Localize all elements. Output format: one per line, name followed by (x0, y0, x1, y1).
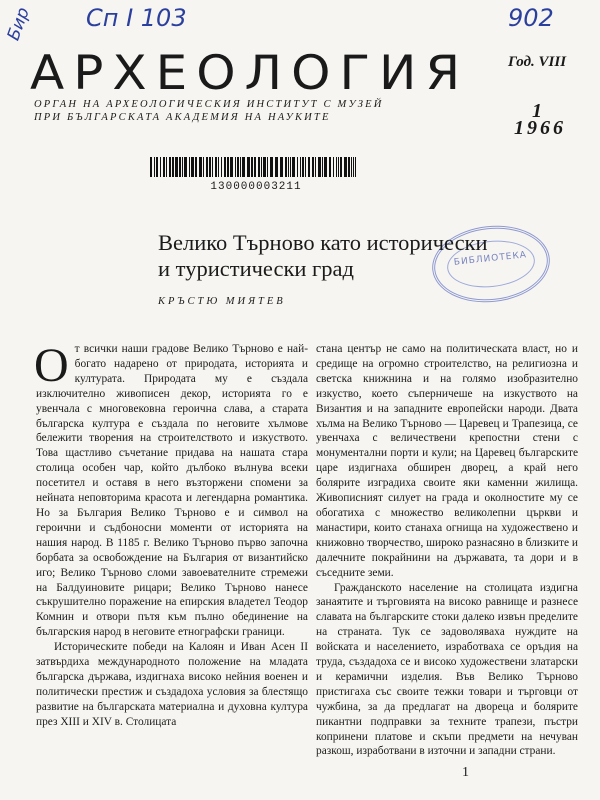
paragraph-intro-text: т всички наши градове Велико Търново е най-богато надарено от природата, историята и културата. Природата му е създала изключително живописен декор, историята го е увенчала с многовековна героична слава, а старата българска култура е създала по неговите хълмове бележити творения на строителството и изкуството. Това щастливо съчетание придава на нашата стара столица особен чар, който дълбоко вълнува всеки посетител и оставя в него възторжени спомени за нейната неповторима красота и легендарна романтика. Но за България Велико Търново е и символ на героични и съдбоносни моменти от историята на нашия народ. В 1185 г. Велико Търново първо започна борбата за освобождение на България от византийско иго; Велико Търново сломи завоевателните стремежи на Балдуиновите рицари; Велико Търново нанесе съкрушително поражение на епирския владетел Теодор Комнин и отвори пътя към пълно обединение на българския народ в неговите етнографски граници. (36, 343, 308, 639)
issue-year: 1966 (514, 117, 566, 139)
article-right-column (316, 342, 578, 759)
barcode-bar (195, 157, 197, 177)
barcode-bar (150, 157, 152, 177)
barcode-bar (160, 157, 161, 177)
barcode-bar (169, 157, 171, 177)
barcode-bar (218, 157, 219, 177)
barcode-bar (275, 157, 278, 177)
barcode-bar (179, 157, 181, 177)
barcode-bar (290, 157, 291, 177)
barcode-bar (353, 157, 354, 177)
barcode-bar (235, 157, 236, 177)
journal-title: АРХЕОЛОГИЯ (30, 45, 470, 101)
barcode-bar (203, 157, 204, 177)
paragraph-history: Историческите победи на Калоян и Иван Асен II затвърдиха международното положение на младата българска държава, издигнаха високо нейния военен и политически престиж и създадоха условия за блестящо развитие на българската материална и духовна култура през XIII и XIV в. Столицата (36, 641, 308, 728)
barcode-bar (348, 157, 350, 177)
barcode-bar (156, 157, 158, 177)
barcode-bar (242, 157, 245, 177)
barcode-bar (292, 157, 295, 177)
barcode-bar (263, 157, 266, 177)
barcode-bar (267, 157, 268, 177)
issue-year-label: Год. VIII (508, 54, 567, 70)
barcode-bar (338, 157, 339, 177)
barcode-bar (240, 157, 241, 177)
barcode-bar (322, 157, 323, 177)
stamp-text: БИБЛИОТЕКА (453, 250, 528, 268)
paragraph-intro (34, 339, 308, 640)
barcode-bar (312, 157, 314, 177)
barcode-bar (212, 157, 213, 177)
barcode-bar (191, 157, 194, 177)
article-title-line-1: Велико Търново като исторически (158, 230, 488, 255)
article-title (158, 230, 538, 282)
drop-cap: О (34, 339, 69, 392)
barcode-bar (182, 157, 183, 177)
handwritten-note-top-left: Бир (3, 4, 34, 44)
article-author: КРЪСТЮ МИЯТЕВ (158, 296, 286, 307)
barcode-number: 130000003211 (210, 181, 302, 193)
barcode-bar (336, 157, 337, 177)
page-number: 1 (462, 765, 469, 780)
barcode-bar (227, 157, 229, 177)
barcode-bar (302, 157, 304, 177)
handwritten-call-number: Сп I 103 (86, 4, 187, 32)
barcode-bar (344, 157, 347, 177)
barcode-bar (258, 157, 260, 177)
barcode-bar (224, 157, 226, 177)
barcode-bar (285, 157, 287, 177)
barcode-bar (209, 157, 211, 177)
barcode-bar (230, 157, 233, 177)
barcode-bar (315, 157, 316, 177)
barcode-bar (251, 157, 253, 177)
issue-number: 1 (532, 100, 542, 122)
journal-subtitle (34, 98, 504, 124)
barcode-bar (288, 157, 289, 177)
handwritten-inventory-number: 902 (508, 4, 554, 32)
barcode-bar (175, 157, 178, 177)
barcode-bar (308, 157, 310, 177)
barcode-bar (221, 157, 222, 177)
barcode-bar (261, 157, 262, 177)
barcode-bar (318, 157, 321, 177)
barcode-bar (305, 157, 306, 177)
barcode (150, 157, 362, 177)
barcode-bar (237, 157, 239, 177)
subtitle-line-2: ПРИ БЪЛГАРСКАТА АКАДЕМИЯ НА НАУКИТЕ (34, 112, 331, 123)
barcode-bar (184, 157, 187, 177)
subtitle-line-1: ОРГАН НА АРХЕОЛОГИЧЕСКИЯ ИНСТИТУТ С МУЗЕЙ (34, 99, 384, 110)
barcode-bar (280, 157, 283, 177)
barcode-bar (355, 157, 356, 177)
barcode-bar (199, 157, 202, 177)
barcode-bar (189, 157, 190, 177)
article-left-column (34, 339, 308, 730)
barcode-bar (215, 157, 217, 177)
barcode-bar (340, 157, 342, 177)
barcode-bar (172, 157, 174, 177)
barcode-bar (300, 157, 301, 177)
barcode-bar (254, 157, 256, 177)
barcode-bar (163, 157, 165, 177)
barcode-bar (324, 157, 327, 177)
barcode-bar (333, 157, 334, 177)
barcode-bar (154, 157, 155, 177)
paragraph-population: Гражданското население на столицата издигна занаятите и търговията на високо равнище и разнесе славата на българските стоки далеко извън пределите на страната. Тук се задоволяваха нуждите на войската и населението, изработваха се оръдия на труда, създадоха се и високо художествени златарски и керамични изделия. Във Велико Търново пристигаха със своите тежки товари и търговци от чужбина, за да предлагат на двореца и болярите пикантни подправки за техните трапези, пъстри копринени платове и скъпи предмети на нечуван разкош, изработвани в източни и западни страни. (316, 581, 578, 758)
barcode-bar (247, 157, 250, 177)
barcode-bar (270, 157, 273, 177)
barcode-bar (166, 157, 167, 177)
article-title-line-2: и туристически град (158, 256, 354, 281)
paragraph-capital: стана център не само на политическата власт, но и средище на огромно строителство, на религиозна и светска книжнина и на голямо изобразително изкуство, което съперничеше на изкуството на Византия и на западните европейски народи. Двата хълма на Велико Търново — Царевец и Трапезица, се увенчаха с величествени крепостни стени с монументални порти и кули; на Царевец българските царе издигнаха обширен дворец, а край него болярите изградиха своите яки каменни жилища. Живописният силует на града и околностите му се обогатиха с множество великолепни църкви и манастири, които станаха огнища на художествено и книжовно творчество, широко разнасяно в близките и далечните покрайнини на държавата, та дори и в съседните земи. (316, 343, 578, 579)
barcode-bar (297, 157, 298, 177)
barcode-bar (329, 157, 331, 177)
barcode-bar (206, 157, 208, 177)
barcode-bar (351, 157, 352, 177)
